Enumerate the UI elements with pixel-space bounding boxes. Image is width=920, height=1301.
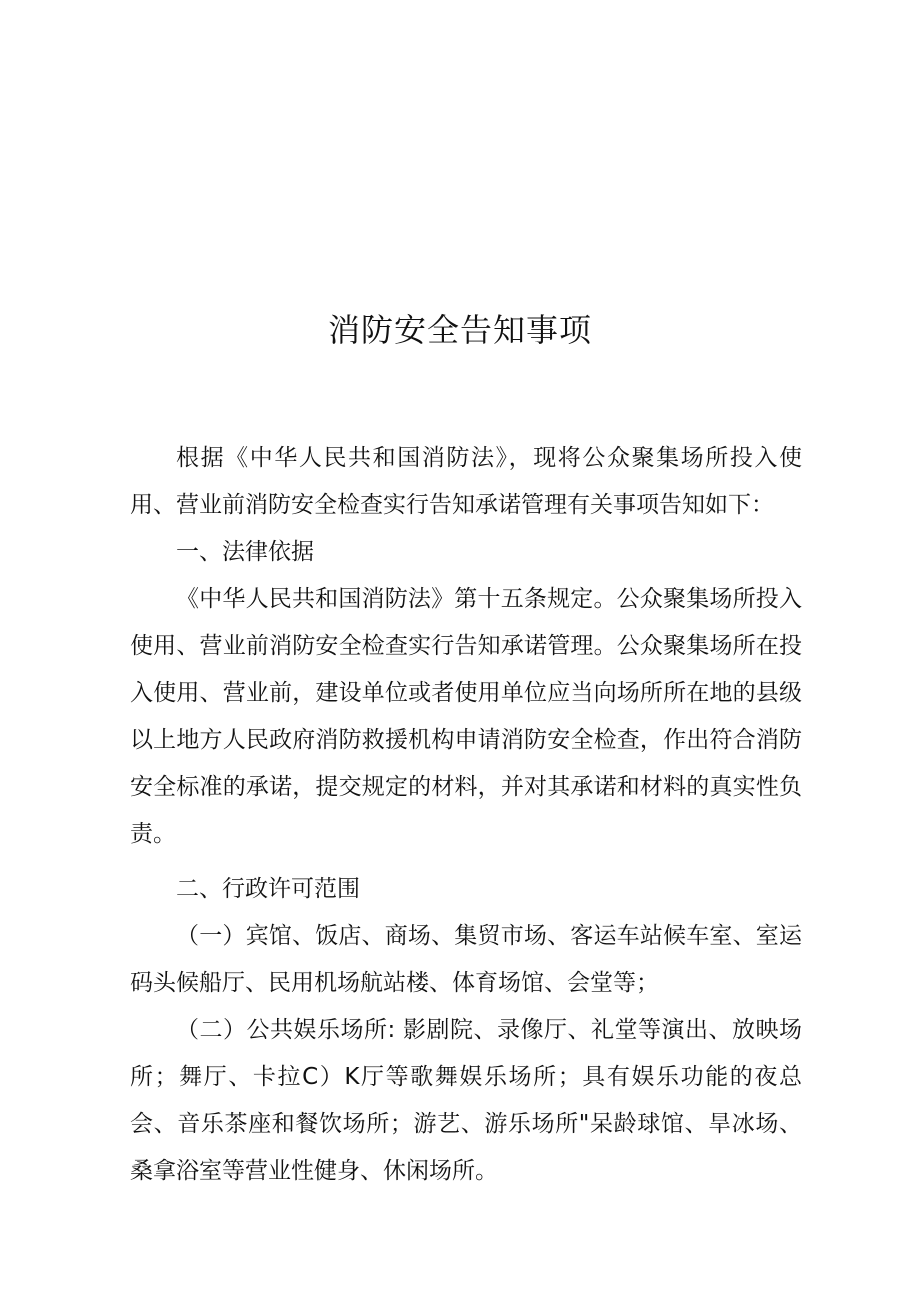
document-body xyxy=(130,435,802,1195)
section-1-body: 《中华人民共和国消防法》第十五条规定。公众聚集场所投入使用、营业前消防安全检查实行告知承诺管理。公众聚集场所在投入使用、营业前，建设单位或者使用单位应当向场所所在地的县级以上地方人民政府消防救援机构申请消防安全检查，作出符合消防安全标准的承诺，提交规定的材料，并对其承诺和材料的真实性负责。 xyxy=(130,586,802,847)
section-2-heading: 二、行政许可范围 xyxy=(176,876,360,902)
section-1-heading: 一、法律依据 xyxy=(176,539,314,565)
section-2-item-1: （一）宾馆、饭店、商场、集贸市场、客运车站候车室、室运码头候船厅、民用机场航站楼、体育场馆、会堂等； xyxy=(130,923,802,996)
section-2-item-2: （二）公共娱乐场所: 影剧院、录像厅、礼堂等演出、放映场所；舞厅、卡拉C）K厅等歌舞娱乐场所；具有娱乐功能的夜总会、音乐茶座和餐饮场所；游艺、游乐场所"呆龄球馆、旱冰场、桑拿浴室等营业性健身、休闲场所。 xyxy=(130,1017,802,1184)
intro-paragraph: 根据《中华人民共和国消防法》，现将公众聚集场所投入使用、营业前消防安全检查实行告知承诺管理有关事项告知如下： xyxy=(130,445,802,518)
document-title: 消防安全告知事项 xyxy=(327,311,592,349)
